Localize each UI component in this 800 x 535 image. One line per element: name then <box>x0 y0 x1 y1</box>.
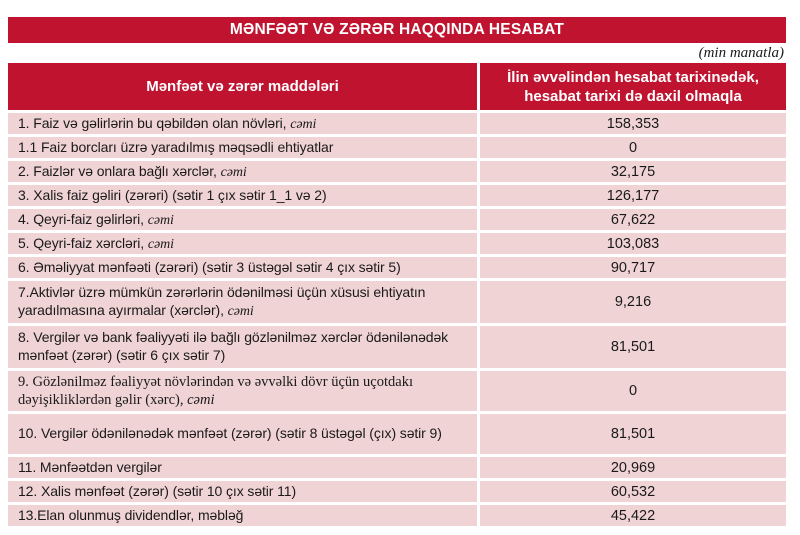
table-row-8 <box>8 326 786 368</box>
row-label-text: 12. Xalis mənfəət (zərər) (sətir 10 çıx sətir 11) <box>18 482 297 499</box>
row-label <box>8 257 477 278</box>
row-value: 9,216 <box>480 281 786 323</box>
row-label-text: 7.Aktivlər üzrə mümkün zərərlərin ödənilməsi üçün xüsusi ehtiyatın yaradılmasına ayırmalar (xərclər), <box>18 284 426 318</box>
row-label-suffix: cəmi <box>147 212 174 228</box>
row-label-text: 8. Vergilər və bank fəaliyyəti ilə bağlı gözlənilməz xərclər ödənilənədək mənfəət (zərər) (sətir 6 çıx sətir 7) <box>18 329 449 363</box>
row-label <box>8 209 477 230</box>
row-label <box>8 137 477 158</box>
row-label-suffix: cəmi <box>227 304 254 319</box>
row-value: 81,501 <box>480 414 786 454</box>
table-row-11 <box>8 457 786 478</box>
row-value: 0 <box>480 371 786 411</box>
row-value: 60,532 <box>480 481 786 502</box>
row-label <box>8 481 477 502</box>
table-row-6 <box>8 257 786 278</box>
row-label-text: 9. Gözlənilməz fəaliyyət növlərindən və əvvəlki dövr üçün uçotdakı dəyişikliklərdən gəlir (xərc), <box>18 374 413 408</box>
row-value: 67,622 <box>480 209 786 230</box>
row-label <box>8 371 477 411</box>
row-label <box>8 281 477 323</box>
unit-note: (min manatla) <box>698 45 784 61</box>
row-label-suffix: cəmi <box>220 164 247 180</box>
table-row-3 <box>8 185 786 206</box>
row-label <box>8 161 477 182</box>
table-row-1 <box>8 113 786 134</box>
row-value: 158,353 <box>480 113 786 134</box>
row-value: 20,969 <box>480 457 786 478</box>
row-value: 0 <box>480 137 786 158</box>
header-items-column: Mənfəət və zərər maddələri <box>8 63 477 110</box>
table-row-5 <box>8 233 786 254</box>
table-row-1-1 <box>8 137 786 158</box>
row-label <box>8 457 477 478</box>
table-row-13 <box>8 505 786 526</box>
table-row-10 <box>8 414 786 454</box>
row-label-text: 6. Əməliyyat mənfəəti (zərəri) (sətir 3 üstəgəl sətir 4 çıx sətir 5) <box>18 258 401 275</box>
table-row-4 <box>8 209 786 230</box>
row-value: 45,422 <box>480 505 786 526</box>
row-label <box>8 185 477 206</box>
row-value: 90,717 <box>480 257 786 278</box>
row-label <box>8 113 477 134</box>
row-label-text: 3. Xalis faiz gəliri (zərəri) (sətir 1 çıx sətir 1_1 və 2) <box>18 186 327 203</box>
row-label-suffix: cəmi <box>290 116 317 132</box>
row-label <box>8 414 477 454</box>
row-label <box>8 233 477 254</box>
row-label-text: 2. Faizlər və onlara bağlı xərclər, <box>18 162 221 179</box>
row-label-text: 11. Mənfəətdən vergilər <box>18 458 162 475</box>
profit-loss-table <box>8 63 786 526</box>
report-title: MƏNFƏƏT VƏ ZƏRƏR HAQQINDA HESABAT <box>8 17 786 43</box>
table-row-12 <box>8 481 786 502</box>
row-label-text: 1. Faiz və gəlirlərin bu qəbildən olan növləri, <box>18 114 291 131</box>
row-label-text: 1.1 Faiz borcları üzrə yaradılmış məqsədli ehtiyatlar <box>18 138 334 155</box>
row-value: 126,177 <box>480 185 786 206</box>
row-label-suffix: cəmi <box>187 392 215 408</box>
table-header-row <box>8 63 786 110</box>
row-label-text: 5. Qeyri-faiz xərcləri, <box>18 234 148 251</box>
table-row-2 <box>8 161 786 182</box>
row-label-text: 4. Qeyri-faiz gəlirləri, <box>18 210 148 227</box>
row-label-text: 13.Elan olunmuş dividendlər, məbləğ <box>18 506 244 523</box>
table-row-7 <box>8 281 786 323</box>
header-value-column: İlin əvvəlindən hesabat tarixinədək, hesabat tarixi də daxil olmaqla <box>480 63 786 110</box>
row-label-text: 10. Vergilər ödənilənədək mənfəət (zərər) (sətir 8 üstəgəl (çıx) sətir 9) <box>18 425 442 441</box>
row-label-suffix: cəmi <box>147 236 174 252</box>
row-label <box>8 326 477 368</box>
row-value: 32,175 <box>480 161 786 182</box>
row-value: 103,083 <box>480 233 786 254</box>
table-row-9 <box>8 371 786 411</box>
row-value: 81,501 <box>480 326 786 368</box>
row-label <box>8 505 477 526</box>
